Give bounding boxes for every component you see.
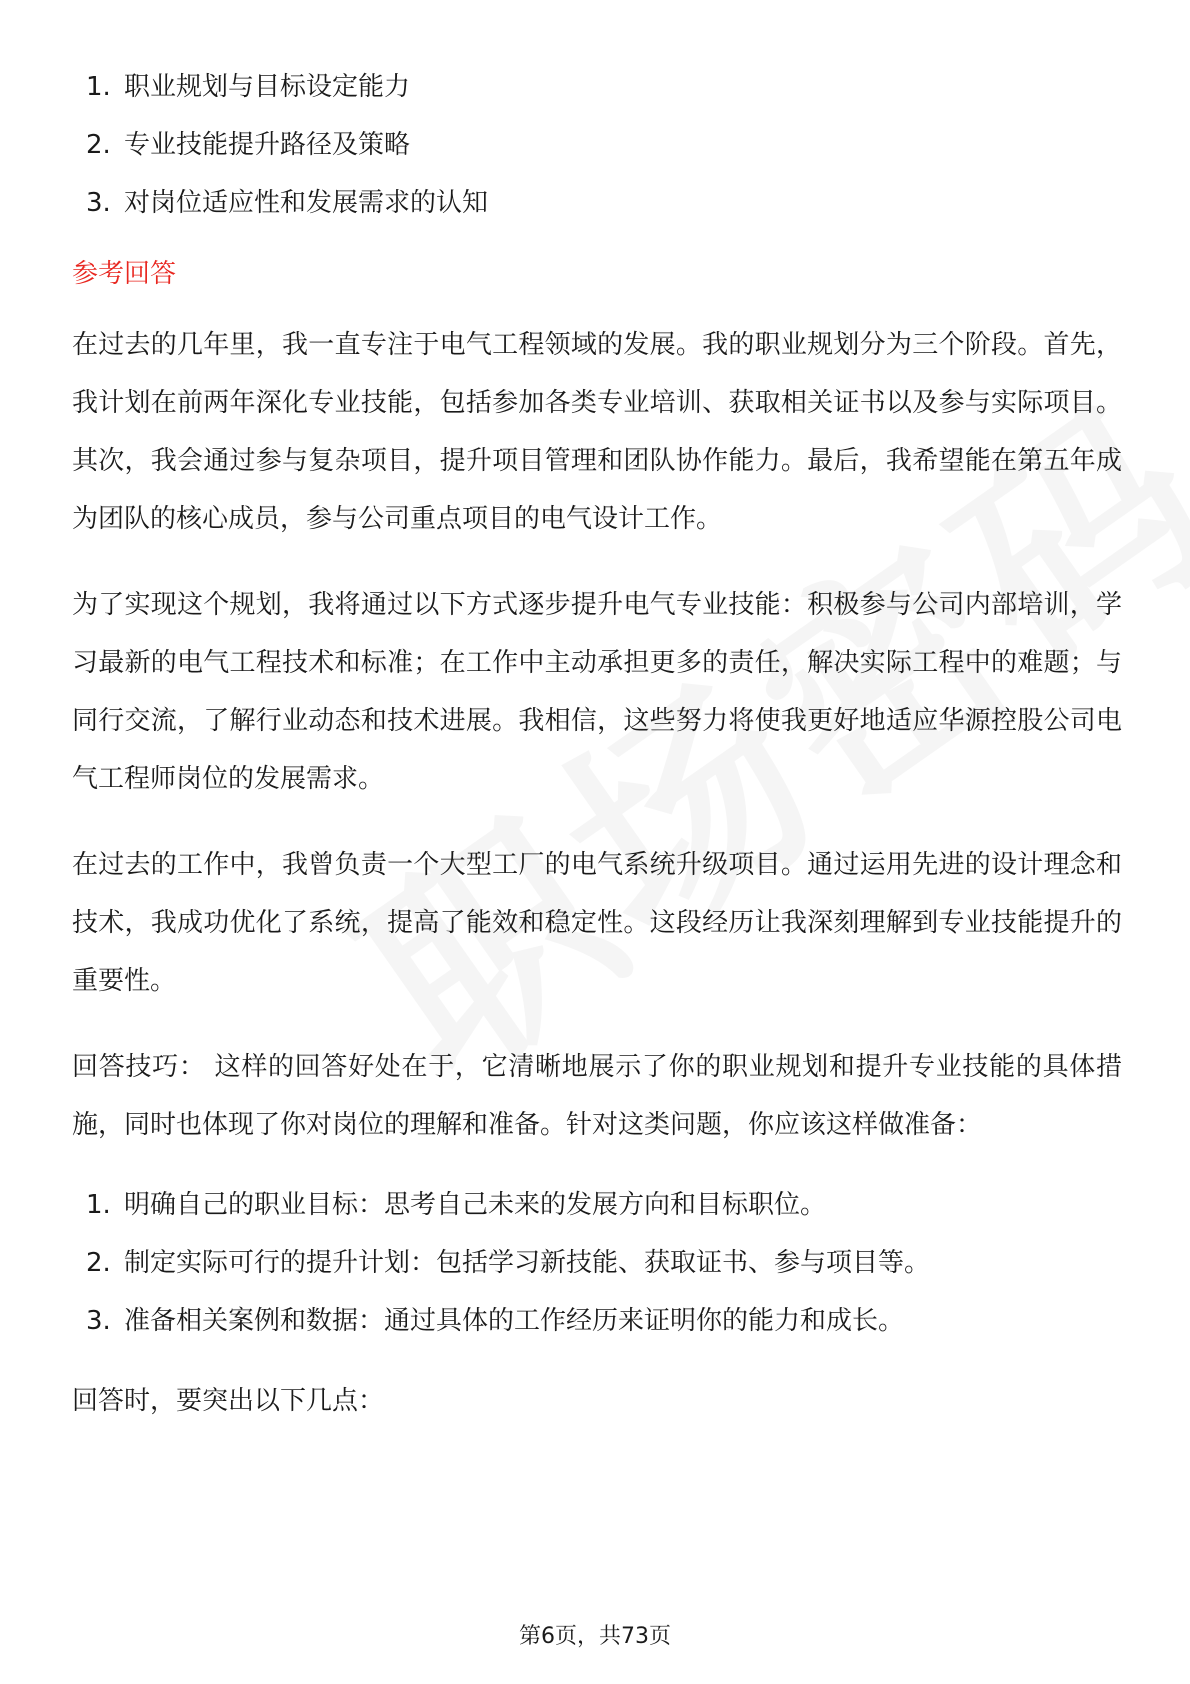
list-text: 明确自己的职业目标：思考自己未来的发展方向和目标职位。 [124, 1190, 827, 1220]
paragraph-skill-improvement: 为了实现这个规划，我将通过以下方式逐步提升电气专业技能：积极参与公司内部培训，学习最新的电气工程技术和标准；在工作中主动承担更多的责任，解决实际工程中的难题；与同行交流，了解行业动态和技术进展。我相信，这些努力将使我更好地适应华源控股公司电气工程师岗位的发展需求。 [72, 590, 1122, 794]
list-number: 2. [86, 1248, 111, 1278]
list-item [72, 1234, 1122, 1292]
page-content [72, 58, 1122, 1430]
list-text: 对岗位适应性和发展需求的认知 [124, 188, 489, 218]
list-number: 3. [86, 1306, 111, 1336]
list-text: 准备相关案例和数据：通过具体的工作经历来证明你的能力和成长。 [124, 1306, 905, 1336]
paragraph-past-experience: 在过去的工作中，我曾负责一个大型工厂的电气系统升级项目。通过运用先进的设计理念和技术，我成功优化了系统，提高了能效和稳定性。这段经历让我深刻理解到专业技能提升的重要性。 [72, 850, 1122, 996]
list-text: 制定实际可行的提升计划：包括学习新技能、获取证书、参与项目等。 [124, 1248, 931, 1278]
tips-list [72, 1176, 1122, 1350]
list-number: 1. [86, 72, 111, 102]
focus-points-list [72, 58, 1122, 232]
list-number: 2. [86, 130, 111, 160]
list-item [72, 58, 1122, 116]
list-item [72, 1176, 1122, 1234]
list-number: 1. [86, 1190, 111, 1220]
closing-line: 回答时，要突出以下几点： [72, 1386, 385, 1416]
answer-heading: 参考回答 [72, 259, 177, 289]
list-item [72, 116, 1122, 174]
list-item [72, 1292, 1122, 1350]
paragraph-career-plan: 在过去的几年里，我一直专注于电气工程领域的发展。我的职业规划分为三个阶段。首先，我计划在前两年深化专业技能，包括参加各类专业培训、获取相关证书以及参与实际项目。其次，我会通过参与复杂项目，提升项目管理和团队协作能力。最后，我希望能在第五年成为团队的核心成员，参与公司重点项目的电气设计工作。 [72, 330, 1122, 534]
page-footer: 第6页，共73页 [519, 1624, 671, 1649]
list-item [72, 174, 1122, 232]
paragraph-answer-tips: 回答技巧： 这样的回答好处在于，它清晰地展示了你的职业规划和提升专业技能的具体措施，同时也体现了你对岗位的理解和准备。针对这类问题，你应该这样做准备： [72, 1052, 1122, 1140]
list-text: 专业技能提升路径及策略 [124, 130, 411, 160]
list-text: 职业规划与目标设定能力 [124, 72, 411, 102]
list-number: 3. [86, 188, 111, 218]
